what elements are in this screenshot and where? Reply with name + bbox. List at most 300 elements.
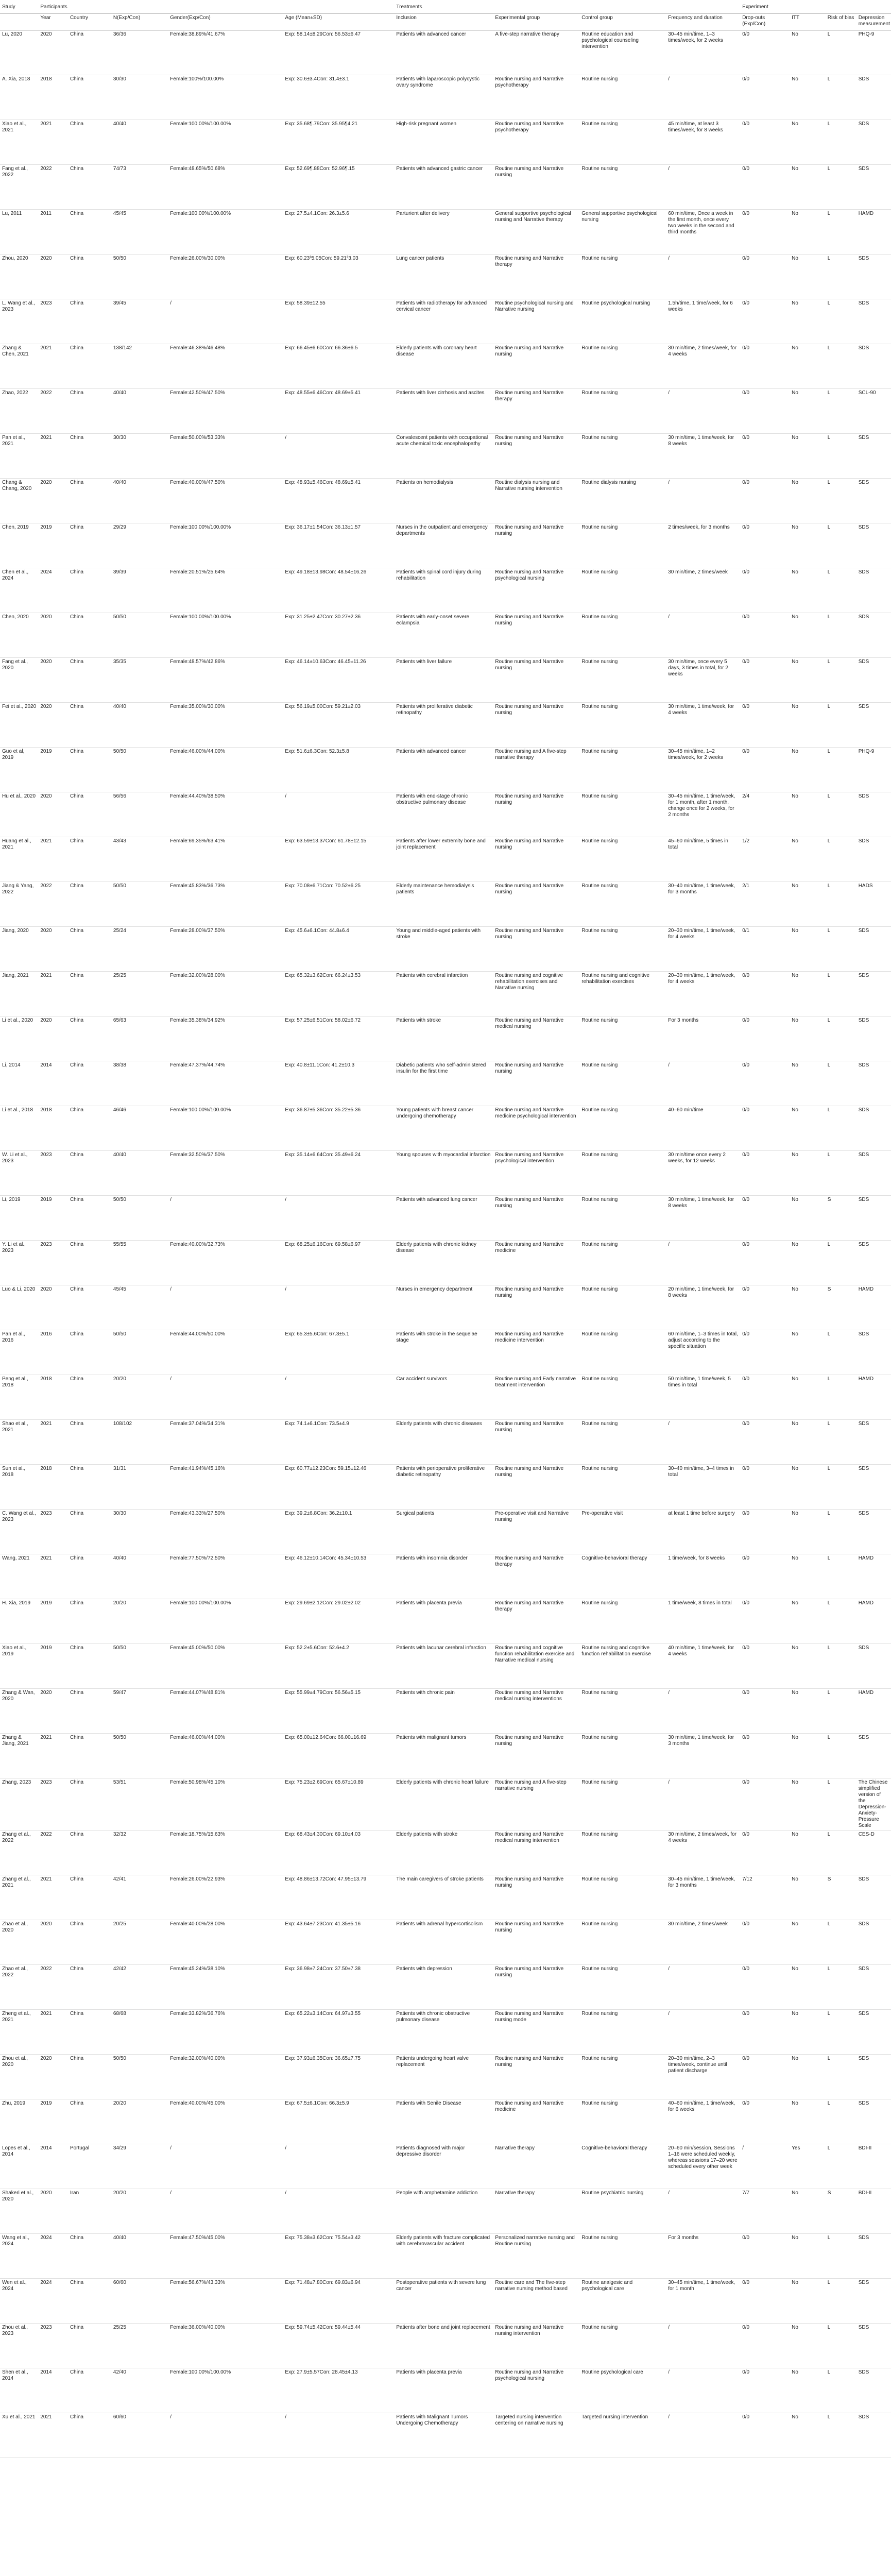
- table-cell: SDS: [856, 1061, 891, 1106]
- table-cell: L: [826, 2055, 856, 2099]
- table-cell: 0/0: [740, 2324, 790, 2368]
- study-cell: Luo & Li, 2020: [0, 1285, 38, 1330]
- table-cell: 0/0: [740, 1151, 790, 1196]
- table-cell: 40/40: [111, 703, 168, 748]
- table-cell: Female:45.00%/50.00%: [168, 1644, 283, 1689]
- table-cell: SDS: [856, 1330, 891, 1375]
- table-cell: 25/24: [111, 927, 168, 972]
- table-cell: 2020: [38, 479, 68, 523]
- table-cell: 2014: [38, 2368, 68, 2413]
- table-cell: /: [666, 2413, 740, 2458]
- table-cell: No: [790, 1420, 826, 1465]
- table-cell: L: [826, 1241, 856, 1285]
- table-cell: SDS: [856, 703, 891, 748]
- table-cell: Patients undergoing heart valve replacement: [394, 2055, 493, 2099]
- table-cell: 0/0: [740, 1016, 790, 1061]
- table-cell: 0/0: [740, 1465, 790, 1510]
- study-cell: Zhang, 2023: [0, 1778, 38, 1831]
- table-cell: Routine nursing: [579, 2099, 666, 2144]
- table-cell: Car accident survivors: [394, 1375, 493, 1420]
- table-cell: Portugal: [68, 2144, 111, 2189]
- table-cell: 50/50: [111, 748, 168, 792]
- table-row: [0, 1061, 891, 1106]
- table-cell: 0/0: [740, 299, 790, 344]
- table-cell: Routine nursing: [579, 1330, 666, 1375]
- table-row: [0, 2368, 891, 2413]
- table-cell: Patients with advanced cancer: [394, 30, 493, 75]
- table-cell: China: [68, 972, 111, 1016]
- study-cell: Pan et al., 2021: [0, 434, 38, 479]
- study-cell: Zhao et al., 2020: [0, 1920, 38, 1965]
- table-cell: 50/50: [111, 1330, 168, 1375]
- table-cell: No: [790, 792, 826, 837]
- table-row: [0, 927, 891, 972]
- table-cell: 0/0: [740, 1778, 790, 1831]
- table-cell: Routine nursing: [579, 927, 666, 972]
- table-cell: L: [826, 2368, 856, 2413]
- table-cell: Routine nursing: [579, 2055, 666, 2099]
- table-cell: Routine nursing and cognitive rehabilitation exercises: [579, 972, 666, 1016]
- table-cell: L: [826, 1599, 856, 1644]
- study-cell: Zhou et al., 2020: [0, 2055, 38, 2099]
- table-cell: 0/0: [740, 255, 790, 299]
- column-header-row: [0, 14, 891, 30]
- table-cell: Routine nursing and Narrative nursing: [493, 1196, 579, 1241]
- table-cell: Female:45.83%/36.73%: [168, 882, 283, 927]
- table-cell: Patients with depression: [394, 1965, 493, 2010]
- table-cell: 2016: [38, 1330, 68, 1375]
- table-cell: Routine nursing and Narrative nursing: [493, 1061, 579, 1106]
- study-cell: Fang et al., 2020: [0, 658, 38, 703]
- table-row: [0, 1196, 891, 1241]
- table-cell: Exp: 43.64±7.23Con: 41.35±5.16: [283, 1920, 394, 1965]
- table-cell: 40/40: [111, 1151, 168, 1196]
- table-cell: L: [826, 1465, 856, 1510]
- table-row: [0, 1778, 891, 1831]
- table-cell: 2020: [38, 1689, 68, 1734]
- table-cell: 2 times/week, for 3 months: [666, 523, 740, 568]
- study-cell: Lopes et al., 2014: [0, 2144, 38, 2189]
- table-cell: SDS: [856, 1106, 891, 1151]
- table-cell: L: [826, 972, 856, 1016]
- table-cell: 30 min/time, 2 times/week, for 4 weeks: [666, 1831, 740, 1875]
- table-cell: Patients with liver failure: [394, 658, 493, 703]
- table-cell: China: [68, 210, 111, 255]
- table-cell: Exp: 52.69¶.88Con: 52.96¶.15: [283, 165, 394, 210]
- table-cell: Routine nursing and Narrative medical nursing intervention: [493, 1831, 579, 1875]
- table-cell: Routine nursing: [579, 75, 666, 120]
- table-cell: PHQ-9: [856, 30, 891, 75]
- table-cell: Routine psychological care: [579, 2368, 666, 2413]
- table-cell: Patients with placenta previa: [394, 1599, 493, 1644]
- table-cell: 0/0: [740, 1061, 790, 1106]
- table-cell: China: [68, 1061, 111, 1106]
- table-cell: SDS: [856, 1151, 891, 1196]
- table-cell: China: [68, 748, 111, 792]
- table-cell: 2024: [38, 568, 68, 613]
- table-cell: Female:36.00%/40.00%: [168, 2324, 283, 2368]
- table-cell: Female:100.00%/100.00%: [168, 523, 283, 568]
- table-cell: L: [826, 658, 856, 703]
- table-cell: China: [68, 703, 111, 748]
- table-cell: 50/50: [111, 1196, 168, 1241]
- table-cell: CES-D: [856, 1831, 891, 1875]
- table-cell: SDS: [856, 1510, 891, 1554]
- table-cell: Exp: 65.32±3.62Con: 66.24±3.53: [283, 972, 394, 1016]
- table-row: [0, 703, 891, 748]
- table-cell: China: [68, 1375, 111, 1420]
- table-cell: Female:37.04%/34.31%: [168, 1420, 283, 1465]
- study-cell: Wang, 2021: [0, 1554, 38, 1599]
- table-cell: Routine nursing: [579, 748, 666, 792]
- table-cell: Routine nursing and Narrative medicine psychological intervention: [493, 1106, 579, 1151]
- table-row: [0, 1689, 891, 1734]
- table-cell: Routine nursing and Narrative therapy: [493, 1554, 579, 1599]
- table-cell: 0/0: [740, 658, 790, 703]
- table-cell: Routine psychiatric nursing: [579, 2189, 666, 2234]
- table-cell: Exp: 55.99±4.79Con: 56.56±5.15: [283, 1689, 394, 1734]
- table-cell: 2023: [38, 1510, 68, 1554]
- table-cell: Routine nursing: [579, 523, 666, 568]
- table-cell: 2021: [38, 2010, 68, 2055]
- table-cell: 0/0: [740, 2368, 790, 2413]
- table-cell: 39/39: [111, 568, 168, 613]
- table-cell: 30/30: [111, 1510, 168, 1554]
- table-cell: China: [68, 1241, 111, 1285]
- table-cell: Exp: 31.25±2.47Con: 30.27±2.36: [283, 613, 394, 658]
- table-cell: No: [790, 882, 826, 927]
- study-cell: Jiang, 2020: [0, 927, 38, 972]
- table-cell: 2014: [38, 2144, 68, 2189]
- table-cell: Routine nursing and Narrative psychological nursing: [493, 568, 579, 613]
- column-header: Control group: [579, 14, 666, 30]
- table-cell: Exp: 39.2±6.8Con: 36.2±10.1: [283, 1510, 394, 1554]
- table-cell: 2022: [38, 1831, 68, 1875]
- table-cell: 1/2: [740, 837, 790, 882]
- table-cell: China: [68, 1465, 111, 1510]
- table-cell: L: [826, 792, 856, 837]
- table-cell: 45/45: [111, 1285, 168, 1330]
- table-cell: Nurses in emergency department: [394, 1285, 493, 1330]
- study-cell: H. Xia, 2019: [0, 1599, 38, 1644]
- table-cell: 20/20: [111, 1599, 168, 1644]
- table-cell: China: [68, 1920, 111, 1965]
- table-cell: Routine nursing and Narrative nursing: [493, 1465, 579, 1510]
- table-cell: 65/63: [111, 1016, 168, 1061]
- table-cell: 0/0: [740, 1599, 790, 1644]
- table-row: [0, 479, 891, 523]
- table-cell: L: [826, 748, 856, 792]
- table-cell: /: [283, 2189, 394, 2234]
- table-cell: HAMD: [856, 210, 891, 255]
- table-cell: 20–30 min/time, 1 time/week, for 4 weeks: [666, 972, 740, 1016]
- table-cell: Female:77.50%/72.50%: [168, 1554, 283, 1599]
- table-cell: /: [666, 1061, 740, 1106]
- table-cell: 0/0: [740, 389, 790, 434]
- table-cell: 38/38: [111, 1061, 168, 1106]
- table-cell: Routine nursing: [579, 1420, 666, 1465]
- table-cell: Patients with placenta previa: [394, 2368, 493, 2413]
- study-cell: Sun et al., 2018: [0, 1465, 38, 1510]
- table-cell: Exp: 57.25±6.51Con: 58.02±6.72: [283, 1016, 394, 1061]
- study-cell: Wen et al., 2024: [0, 2279, 38, 2324]
- table-row: [0, 1599, 891, 1644]
- table-cell: 2021: [38, 972, 68, 1016]
- table-cell: Routine nursing and Narrative medical nursing interventions: [493, 1689, 579, 1734]
- table-cell: China: [68, 1330, 111, 1375]
- table-cell: 0/0: [740, 748, 790, 792]
- table-cell: Exp: 60.23³5.05Con: 59.21³3.03: [283, 255, 394, 299]
- table-cell: No: [790, 1734, 826, 1778]
- table-cell: 20/25: [111, 1920, 168, 1965]
- table-cell: Exp: 48.55±6.46Con: 48.69±5.41: [283, 389, 394, 434]
- table-cell: Routine nursing and Narrative nursing: [493, 1734, 579, 1778]
- table-cell: China: [68, 255, 111, 299]
- table-cell: Exp: 37.93±6.35Con: 36.65±7.75: [283, 2055, 394, 2099]
- column-header: Inclusion: [394, 14, 493, 30]
- table-cell: 0/0: [740, 30, 790, 75]
- table-cell: 30–45 min/time, 1–3 times/week, for 2 weeks: [666, 30, 740, 75]
- table-cell: No: [790, 299, 826, 344]
- table-cell: L: [826, 344, 856, 389]
- table-cell: SDS: [856, 479, 891, 523]
- table-cell: General supportive psychological nursing: [579, 210, 666, 255]
- table-cell: 2011: [38, 210, 68, 255]
- table-cell: No: [790, 837, 826, 882]
- study-cell: Guo et al, 2019: [0, 748, 38, 792]
- table-cell: 1 time/week, 8 times in total: [666, 1599, 740, 1644]
- table-cell: Cognitive-behavioral therapy: [579, 1554, 666, 1599]
- table-cell: No: [790, 75, 826, 120]
- column-header-study: [0, 14, 38, 30]
- table-cell: 0/0: [740, 2010, 790, 2055]
- study-cell: Chen et al., 2024: [0, 568, 38, 613]
- table-cell: China: [68, 658, 111, 703]
- table-cell: /: [168, 299, 283, 344]
- table-cell: Exp: 75.38±3.62Con: 75.54±3.42: [283, 2234, 394, 2279]
- table-cell: SDS: [856, 837, 891, 882]
- table-cell: HAMD: [856, 1689, 891, 1734]
- table-cell: China: [68, 568, 111, 613]
- table-cell: No: [790, 2368, 826, 2413]
- table-cell: Female:100.00%/100.00%: [168, 2368, 283, 2413]
- table-cell: SDS: [856, 1241, 891, 1285]
- table-cell: 0/0: [740, 1196, 790, 1241]
- table-cell: 30–45 min/time, 1 time/week, for 1 month, after 1 month, change once for 2 weeks, for 2 months: [666, 792, 740, 837]
- table-cell: L: [826, 703, 856, 748]
- table-row: [0, 1375, 891, 1420]
- column-header: Risk of bias: [826, 14, 856, 30]
- table-cell: 2022: [38, 165, 68, 210]
- column-header: ITT: [790, 14, 826, 30]
- table-cell: Narrative therapy: [493, 2189, 579, 2234]
- table-cell: 2019: [38, 1644, 68, 1689]
- table-cell: SDS: [856, 613, 891, 658]
- table-cell: China: [68, 792, 111, 837]
- study-cell: Zheng et al., 2021: [0, 2010, 38, 2055]
- study-cell: L. Wang et al., 2023: [0, 299, 38, 344]
- table-row: [0, 30, 891, 75]
- table-cell: 30 min/time, 1 time/week, for 8 weeks: [666, 1196, 740, 1241]
- table-cell: Routine nursing: [579, 165, 666, 210]
- table-cell: 0/0: [740, 1734, 790, 1778]
- table-cell: Routine nursing and Narrative psychological intervention: [493, 1151, 579, 1196]
- table-cell: 30/30: [111, 75, 168, 120]
- table-cell: Female:48.57%/42.86%: [168, 658, 283, 703]
- table-cell: 2014: [38, 1061, 68, 1106]
- table-cell: 0/0: [740, 479, 790, 523]
- table-cell: SDS: [856, 1875, 891, 1920]
- table-cell: No: [790, 1375, 826, 1420]
- table-row: [0, 1965, 891, 2010]
- table-cell: SDS: [856, 792, 891, 837]
- table-cell: Exp: 48.93±5.46Con: 48.69±5.41: [283, 479, 394, 523]
- table-row: [0, 434, 891, 479]
- table-cell: 40/40: [111, 479, 168, 523]
- table-cell: Patients with malignant tumors: [394, 1734, 493, 1778]
- table-cell: 2020: [38, 927, 68, 972]
- column-header: Depression measurement: [856, 14, 891, 30]
- table-cell: China: [68, 30, 111, 75]
- table-cell: Female:46.38%/46.48%: [168, 344, 283, 389]
- table-cell: SDS: [856, 434, 891, 479]
- table-cell: 30–45 min/time, 1–2 times/week, for 2 weeks: [666, 748, 740, 792]
- column-header: Drop-outs (Exp/Con): [740, 14, 790, 30]
- table-cell: No: [790, 703, 826, 748]
- table-cell: Routine nursing and Narrative nursing: [493, 703, 579, 748]
- table-cell: Patients with liver cirrhosis and ascites: [394, 389, 493, 434]
- table-cell: 0/0: [740, 1420, 790, 1465]
- table-cell: 42/41: [111, 1875, 168, 1920]
- table-cell: SDS: [856, 2324, 891, 2368]
- table-cell: /: [740, 2144, 790, 2189]
- table-cell: 25/25: [111, 2324, 168, 2368]
- table-cell: Exp: 35.14±6.64Con: 35.49±6.24: [283, 1151, 394, 1196]
- table-cell: Young patients with breast cancer undergoing chemotherapy: [394, 1106, 493, 1151]
- table-cell: Female:33.82%/36.76%: [168, 2010, 283, 2055]
- table-cell: /: [666, 389, 740, 434]
- table-cell: Female:100.00%/100.00%: [168, 1106, 283, 1151]
- study-cell: Y. Li et al., 2023: [0, 1241, 38, 1285]
- table-cell: Patients with laparoscopic polycystic ovary syndrome: [394, 75, 493, 120]
- table-row: [0, 2279, 891, 2324]
- table-cell: L: [826, 2413, 856, 2458]
- table-row: [0, 1420, 891, 1465]
- table-cell: L: [826, 75, 856, 120]
- table-row: [0, 1016, 891, 1061]
- study-cell: Shakeri et al., 2020: [0, 2189, 38, 2234]
- table-cell: SDS: [856, 2010, 891, 2055]
- table-cell: 2021: [38, 1734, 68, 1778]
- table-cell: Female:44.40%/38.50%: [168, 792, 283, 837]
- table-cell: 2023: [38, 1241, 68, 1285]
- table-cell: 2021: [38, 120, 68, 165]
- study-cell: Lu, 2020: [0, 30, 38, 75]
- table-cell: Female:42.50%/47.50%: [168, 389, 283, 434]
- table-cell: L: [826, 1831, 856, 1875]
- table-cell: No: [790, 434, 826, 479]
- table-cell: 0/0: [740, 1106, 790, 1151]
- table-cell: Routine nursing and Narrative medical nursing: [493, 1016, 579, 1061]
- table-row: [0, 1920, 891, 1965]
- table-cell: Exp: 27.5±4.1Con: 26.3±5.6: [283, 210, 394, 255]
- table-cell: BDI-II: [856, 2189, 891, 2234]
- table-cell: Targeted nursing intervention centering on narrative nursing: [493, 2413, 579, 2458]
- table-cell: /: [666, 1778, 740, 1831]
- table-cell: No: [790, 255, 826, 299]
- table-body: [0, 30, 891, 2458]
- table-cell: 59/47: [111, 1689, 168, 1734]
- table-cell: Female:35.00%/30.00%: [168, 703, 283, 748]
- table-cell: No: [790, 1875, 826, 1920]
- table-cell: 20/20: [111, 2189, 168, 2234]
- table-cell: Routine dialysis nursing and Narrative nursing intervention: [493, 479, 579, 523]
- table-cell: Female:35.38%/34.92%: [168, 1016, 283, 1061]
- table-cell: 30 min/time, 1 time/week, for 8 weeks: [666, 434, 740, 479]
- table-cell: 20–60 min/session, Sessions 1–16 were scheduled weekly, whereas sessions 17–20 were scheduled every other week: [666, 2144, 740, 2189]
- table-cell: L: [826, 1920, 856, 1965]
- table-cell: 50 min/time, 1 time/week, 5 times in total: [666, 1375, 740, 1420]
- table-row: [0, 1151, 891, 1196]
- table-cell: General supportive psychological nursing and Narrative therapy: [493, 210, 579, 255]
- table-cell: HAMD: [856, 1375, 891, 1420]
- table-cell: No: [790, 2055, 826, 2099]
- table-cell: Convalescent patients with occupational acute chemical toxic encephalopathy: [394, 434, 493, 479]
- table-cell: /: [666, 2010, 740, 2055]
- table-cell: No: [790, 1831, 826, 1875]
- table-cell: Routine nursing and Narrative nursing: [493, 1420, 579, 1465]
- table-cell: 0/0: [740, 434, 790, 479]
- table-cell: L: [826, 299, 856, 344]
- table-cell: 20/20: [111, 1375, 168, 1420]
- table-cell: Exp: 45.6±6.1Con: 44.8±6.4: [283, 927, 394, 972]
- table-cell: Patients with adrenal hypercortisolism: [394, 1920, 493, 1965]
- table-cell: Routine nursing: [579, 1920, 666, 1965]
- table-cell: Routine nursing and Narrative nursing: [493, 613, 579, 658]
- table-cell: 30–45 min/time, 1 time/week, for 1 month: [666, 2279, 740, 2324]
- table-cell: HADS: [856, 882, 891, 927]
- table-cell: 30 min/time, 2 times/week, for 4 weeks: [666, 344, 740, 389]
- table-cell: 0/0: [740, 972, 790, 1016]
- table-row: [0, 748, 891, 792]
- table-cell: 68/68: [111, 2010, 168, 2055]
- table-cell: 0/0: [740, 1241, 790, 1285]
- table-cell: 20–30 min/time, 1 time/week, for 4 weeks: [666, 927, 740, 972]
- table-cell: /: [666, 75, 740, 120]
- table-cell: No: [790, 1510, 826, 1554]
- table-cell: 29/29: [111, 523, 168, 568]
- table-cell: Exp: 56.19±5.00Con: 59.21±2.03: [283, 703, 394, 748]
- table-cell: No: [790, 210, 826, 255]
- table-cell: 0/0: [740, 1965, 790, 2010]
- table-cell: 60/60: [111, 2279, 168, 2324]
- table-cell: L: [826, 479, 856, 523]
- table-cell: Routine nursing: [579, 1375, 666, 1420]
- table-cell: Exp: 35.68¶.79Con: 35.95¶4.21: [283, 120, 394, 165]
- table-cell: SDS: [856, 1920, 891, 1965]
- table-cell: 20/20: [111, 2099, 168, 2144]
- study-cell: Fei et al., 2020: [0, 703, 38, 748]
- table-cell: Patients with advanced cancer: [394, 748, 493, 792]
- table-cell: 2020: [38, 1920, 68, 1965]
- table-cell: China: [68, 613, 111, 658]
- table-cell: Routine nursing: [579, 792, 666, 837]
- table-cell: /: [666, 479, 740, 523]
- table-cell: No: [790, 1644, 826, 1689]
- table-row: [0, 1106, 891, 1151]
- table-cell: Young and middle-aged patients with stroke: [394, 927, 493, 972]
- table-cell: 74/73: [111, 165, 168, 210]
